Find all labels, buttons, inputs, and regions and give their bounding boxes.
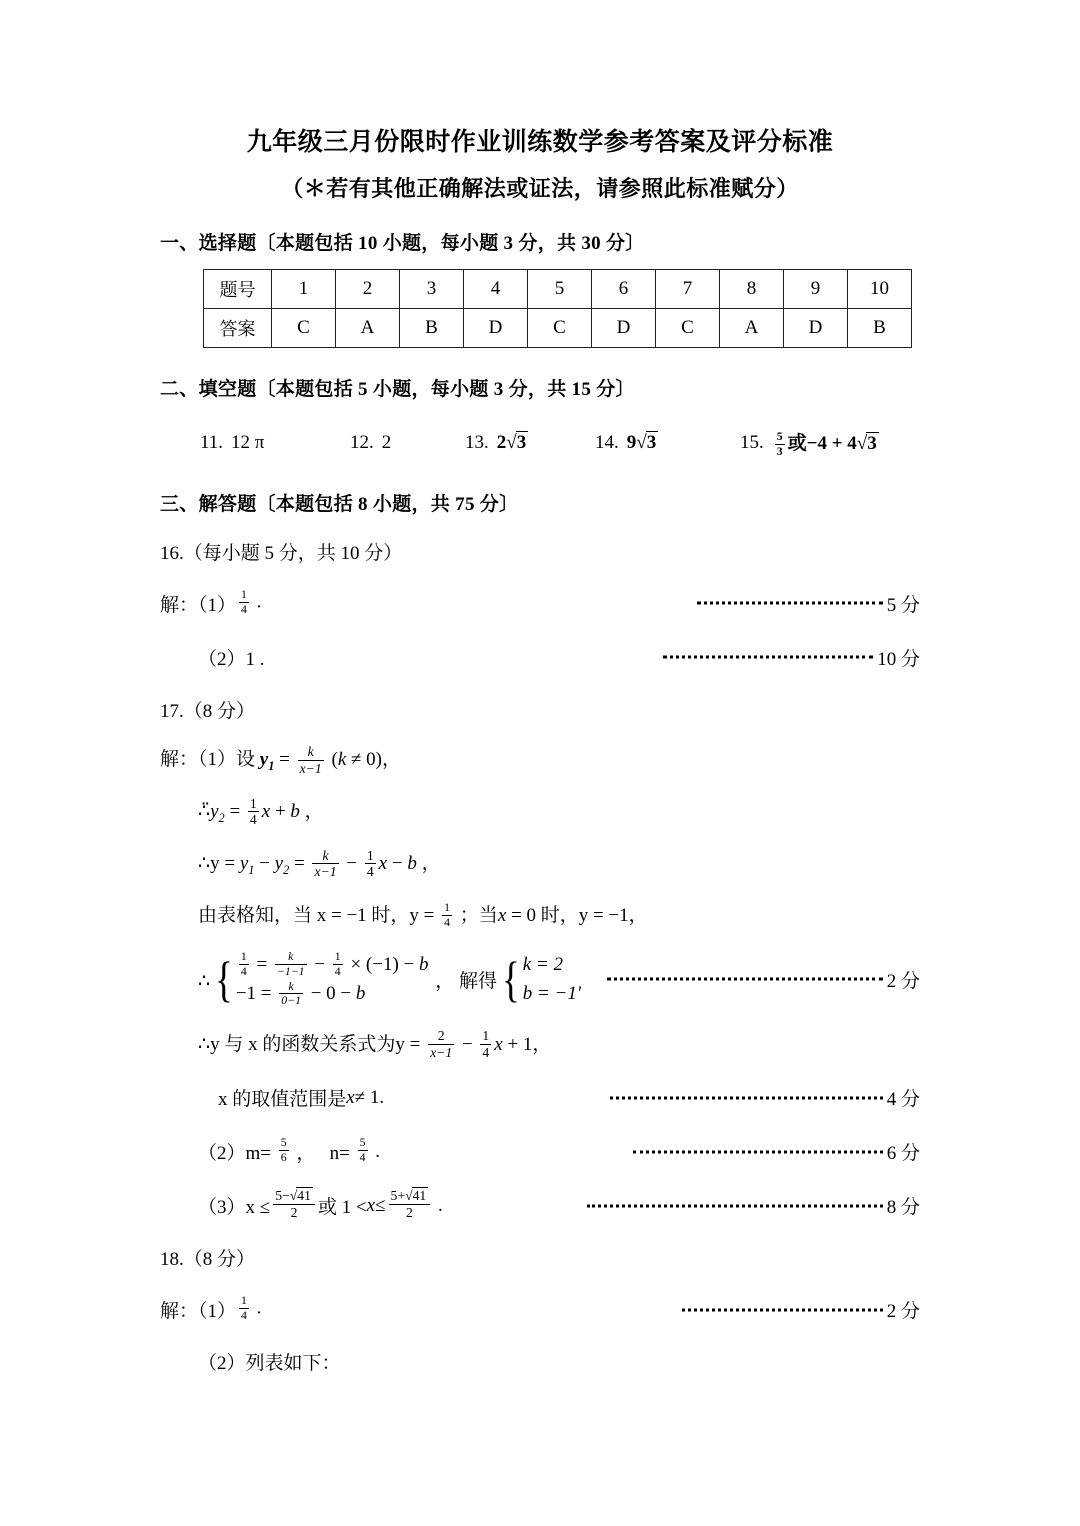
dot-leader xyxy=(610,1088,883,1107)
document-content xyxy=(160,0,920,1377)
q17-line1-math: 解：（1）设 $y_1$ = $\frac{k}{x-1}$ (k ≠ 0)， xyxy=(160,743,402,776)
dot-leader xyxy=(633,1142,883,1161)
table-cell: B xyxy=(848,309,912,348)
table-row xyxy=(204,270,912,309)
q16-part2-score: 10 分 xyxy=(877,648,920,670)
row-header-number: 题号 xyxy=(204,270,272,309)
dot-leader xyxy=(587,1196,883,1215)
q17-line6-math: ∴y 与 x 的函数关系式为y = $\frac{2}{x-1}$ − $\frac{1}{4}$ x + 1， xyxy=(198,1028,552,1060)
table-cell: 6 xyxy=(592,270,656,309)
table-cell: C xyxy=(528,309,592,348)
q16-part1-row xyxy=(160,586,920,620)
q18-part2-text: （2）列表如下： xyxy=(198,1353,341,1375)
table-cell: 4 xyxy=(464,270,528,309)
q16-part2-row xyxy=(160,640,920,674)
q17-line8-score: 6 分 xyxy=(886,1143,920,1165)
fill-item-14 xyxy=(595,432,740,454)
q17-line4-math: 由表格知，当 x = −1 时，y = $\frac{1}{4}$ ；当x = 0 时，y = −1， xyxy=(198,901,648,930)
q17-line3-math: ∴y = $y_1 - y_2$ = $\frac{k}{x-1}$ − $\frac{1}{4}$ x − b ， xyxy=(198,847,441,880)
q17-line2 xyxy=(198,796,920,828)
fill-item-13 xyxy=(465,432,595,454)
q18-part1-value: $\frac{1}{4}$ . xyxy=(241,1294,262,1323)
q17-line6 xyxy=(198,1029,920,1061)
q17-line8-row xyxy=(160,1135,920,1169)
table-cell: 9 xyxy=(784,270,848,309)
q18-part1-prefix: 解：（1） xyxy=(160,1301,237,1323)
q17-line4 xyxy=(198,900,920,930)
q16-part2-text: （2）1 . xyxy=(198,648,265,670)
section-heading-fill: 二、填空题〔本题包括 5 小题，每小题 3 分，共 15 分〕 xyxy=(160,379,635,401)
q17-line2-math: $\thereforëy_2$ = $\frac{1}{4}$ x + b ， xyxy=(198,795,324,828)
q17-line7-score: 4 分 xyxy=(886,1089,920,1111)
table-cell: 2 xyxy=(336,270,400,309)
page-subtitle: （＊若有其他正确解法或证法，请参照此标准赋分） xyxy=(281,176,799,201)
q18-part1-row xyxy=(160,1293,920,1327)
q16-part1-prefix: 解：（1） xyxy=(160,594,237,616)
q16-part1-text xyxy=(160,590,261,617)
q17-line9-text: （3）x ≤ $\frac{5-√41}{2}$ 或 1 < x ≤ $\frac{5+√41}{2}$ . xyxy=(198,1188,443,1221)
fill-value: 2 xyxy=(381,432,392,454)
fill-value: $\frac{5}{3}$ 或−4 + 4√3 xyxy=(776,429,877,458)
choice-answer-table xyxy=(203,269,912,348)
fill-number: 11. xyxy=(200,432,224,454)
q17-line3 xyxy=(198,848,920,880)
fill-value: 12 π xyxy=(231,432,265,454)
fill-number: 15. xyxy=(740,432,764,454)
equation-line-2: −1 = $\frac{k}{0-1}$ − 0 − b xyxy=(235,979,366,1008)
fill-value: 9√3 xyxy=(626,432,657,454)
fill-item-11 xyxy=(200,432,350,454)
fill-value: 2√3 xyxy=(496,432,527,454)
q17-line7-row xyxy=(160,1081,920,1115)
q17-line5-score: 2 分 xyxy=(886,970,920,992)
solution-b: b = −1' xyxy=(522,983,581,1005)
page-title: 九年级三月份限时作业训练数学参考答案及评分标准 xyxy=(246,129,834,156)
q17-line5-row xyxy=(160,950,920,1009)
q18-part1-score: 2 分 xyxy=(886,1301,920,1323)
table-cell: C xyxy=(656,309,720,348)
dot-leader xyxy=(682,1300,882,1319)
q17-system-block: ∴ { $\frac{1}{4}$ = $\frac{k}{-1-1}$ − $\frac{1}{4}$ × (−1) − b −1 = $\frac{k}{0-1}$ − 0 − b ， 解得 { k = 2 b = −1' xyxy=(198,950,581,1008)
equation-system-left: { $\frac{1}{4}$ = $\frac{k}{-1-1}$ − $\frac{1}{4}$ × (−1) − b −1 = $\frac{k}{0-1}$ − 0 − b xyxy=(215,950,429,1008)
question-17-label: 17.（8 分） xyxy=(160,700,256,722)
table-cell: D xyxy=(592,309,656,348)
table-cell: B xyxy=(400,309,464,348)
q17-line9-row xyxy=(160,1189,920,1223)
q17-solve-text: ， 解得 xyxy=(430,970,498,992)
q16-part1-score: 5 分 xyxy=(886,594,920,616)
fill-item-15 xyxy=(740,428,879,458)
q17-line7-text: x 的取值范围是 x ≠ 1. xyxy=(218,1086,385,1111)
q16-part1-value: $\frac{1}{4}$ . xyxy=(241,588,262,616)
answer-table-container xyxy=(203,269,920,348)
table-cell: C xyxy=(272,309,336,348)
table-cell: 8 xyxy=(720,270,784,309)
table-cell: 5 xyxy=(528,270,592,309)
solution-k: k = 2 xyxy=(522,953,563,975)
table-cell: 10 xyxy=(848,270,912,309)
q18-part1-text xyxy=(160,1296,261,1323)
q17-line1 xyxy=(160,744,920,776)
equation-line-1: $\frac{1}{4}$ = $\frac{k}{-1-1}$ − $\frac{1}{4}$ × (−1) − b xyxy=(240,950,429,979)
table-cell: D xyxy=(784,309,848,348)
fill-number: 14. xyxy=(595,432,619,454)
row-header-answer: 答案 xyxy=(204,309,272,348)
dot-leader xyxy=(607,970,883,989)
table-cell: D xyxy=(464,309,528,348)
question-18-label: 18.（8 分） xyxy=(160,1249,256,1271)
table-cell: 7 xyxy=(656,270,720,309)
fill-number: 12. xyxy=(350,432,374,454)
fill-number: 13. xyxy=(465,432,489,454)
table-cell: A xyxy=(720,309,784,348)
section-heading-choice: 一、选择题〔本题包括 10 小题，每小题 3 分，共 30 分〕 xyxy=(160,233,645,255)
q17-line9-score: 8 分 xyxy=(886,1197,920,1219)
table-cell: 3 xyxy=(400,270,464,309)
table-row xyxy=(204,309,912,348)
dot-leader xyxy=(697,594,882,613)
fill-item-12 xyxy=(350,432,465,454)
fill-answers-row xyxy=(200,423,920,463)
dot-leader xyxy=(663,648,874,667)
q17-line8-text: （2）m= $\frac{5}{6}$ ， n= $\frac{5}{4}$ . xyxy=(198,1136,380,1165)
table-cell: 1 xyxy=(272,270,336,309)
table-cell: A xyxy=(336,309,400,348)
question-16-label: 16.（每小题 5 分，共 10 分） xyxy=(160,542,403,564)
section-heading-solve: 三、解答题〔本题包括 8 小题，共 75 分〕 xyxy=(160,494,519,516)
equation-system-right: { k = 2 b = −1' xyxy=(499,950,581,1009)
